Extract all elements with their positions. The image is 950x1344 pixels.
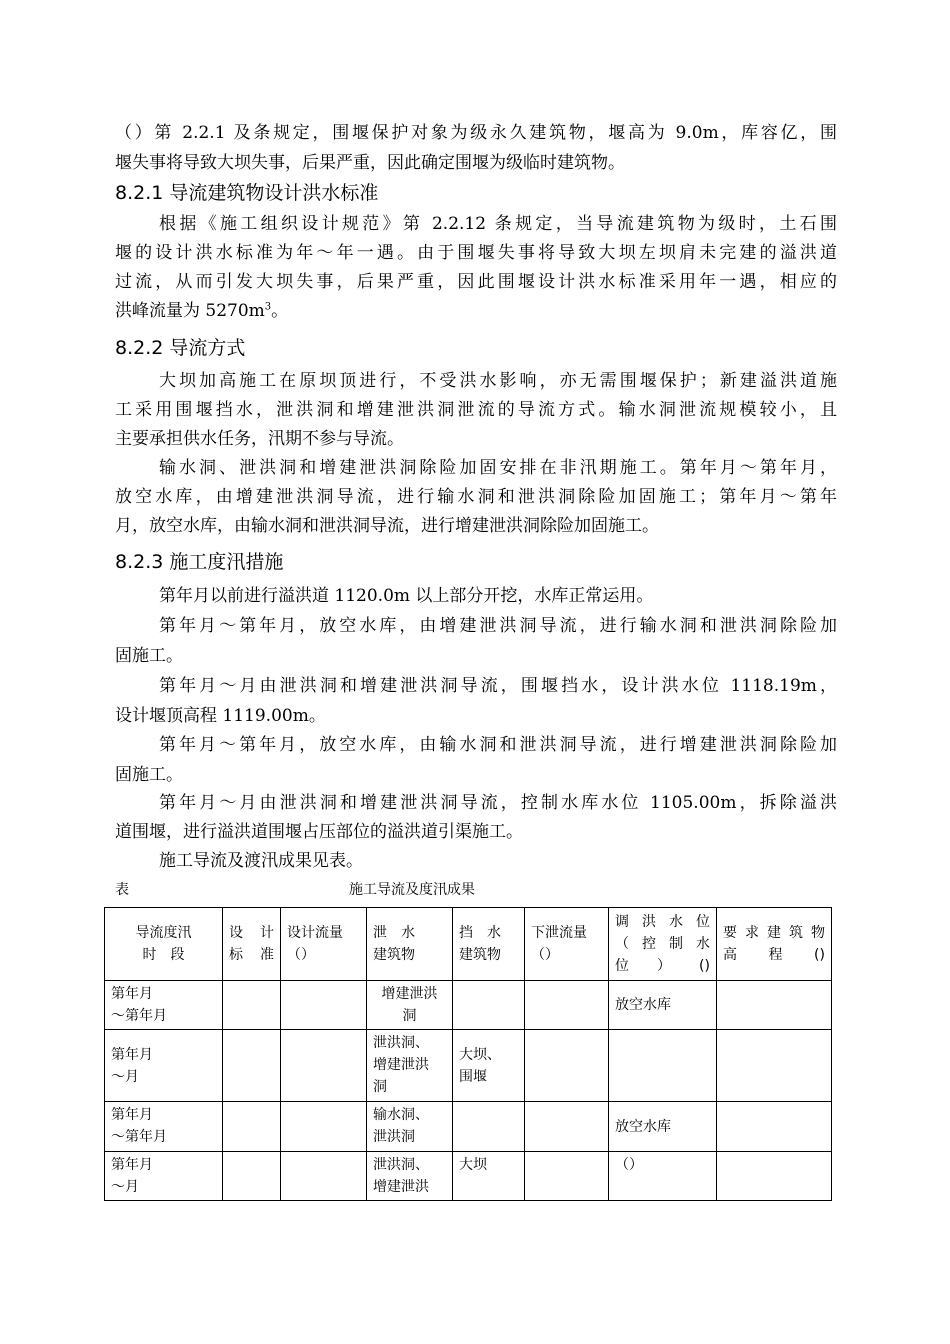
header-design-standard: 设 计 标准 bbox=[223, 908, 281, 981]
table-cell bbox=[281, 1030, 367, 1102]
table-cell-level: 放空水库 bbox=[609, 1102, 717, 1152]
table-cell bbox=[281, 1152, 367, 1201]
paragraph-line: 大坝加高施工在原坝顶进行，不受洪水影响，亦无需围堰保护；新建溢洪道施 bbox=[159, 371, 837, 391]
paragraph-line: 第年月～第年月，放空水库，由增建泄洪洞导流，进行输水洞和泄洪洞除险加 bbox=[159, 616, 837, 636]
table-cell-retaining: 大坝、 围堰 bbox=[453, 1030, 525, 1102]
table-label: 表 bbox=[115, 882, 129, 898]
header-retaining-structure: 挡 水 建筑物 bbox=[453, 908, 525, 981]
paragraph-line: 设计堰顶高程 1119.00m。 bbox=[115, 706, 326, 726]
flow-text-end: 。 bbox=[271, 301, 289, 321]
table-header-row bbox=[105, 908, 832, 981]
table-cell bbox=[281, 1102, 367, 1152]
header-required-elevation: 要求建筑物 高程() bbox=[717, 908, 832, 981]
table-cell bbox=[525, 981, 609, 1030]
table-cell bbox=[717, 1030, 832, 1102]
paragraph-line: 根据《施工组织设计规范》第 2.2.12 条规定，当导流建筑物为级时，土石围 bbox=[159, 214, 837, 234]
paragraph-line: 固施工。 bbox=[115, 765, 183, 785]
table-row bbox=[105, 981, 832, 1030]
header-design-flow: 设计流量 （） bbox=[281, 908, 367, 981]
table-cell-retaining: 大坝 bbox=[453, 1152, 525, 1201]
paragraph-line: 堰失事将导致大坝失事，后果严重，因此确定围堰为级临时建筑物。 bbox=[115, 153, 625, 173]
paragraph-line bbox=[115, 299, 837, 324]
table-cell-period: 第年月 ～第年月 bbox=[105, 981, 223, 1030]
table-caption: 施工导流及度汛成果 bbox=[349, 882, 475, 898]
paragraph-line: 固施工。 bbox=[115, 646, 183, 666]
table-cell bbox=[223, 981, 281, 1030]
table-cell-level: 放空水库 bbox=[609, 981, 717, 1030]
table-row bbox=[105, 1102, 832, 1152]
section-heading-8-2-1: 8.2.1 导流建筑物设计洪水标准 bbox=[115, 182, 379, 204]
paragraph-line: 主要承担供水任务，汛期不参与导流。 bbox=[115, 429, 404, 449]
table-cell-period: 第年月 ～月 bbox=[105, 1152, 223, 1201]
header-discharge-flow: 下泄流量 （） bbox=[525, 908, 609, 981]
table-cell-discharge: 输水洞、 泄洪洞 bbox=[367, 1102, 453, 1152]
paragraph-line: （）第 2.2.1 及条规定，围堰保护对象为级永久建筑物，堰高为 9.0m，库容亿，围 bbox=[115, 123, 837, 143]
table-cell-level bbox=[609, 1030, 717, 1102]
section-heading-8-2-3: 8.2.3 施工度汛措施 bbox=[115, 551, 284, 573]
table-cell-discharge: 泄洪洞、 增建泄洪 bbox=[367, 1152, 453, 1201]
table-row bbox=[105, 1152, 832, 1201]
table-cell bbox=[525, 1102, 609, 1152]
table-cell bbox=[453, 1102, 525, 1152]
table-cell bbox=[525, 1152, 609, 1201]
paragraph-line: 第年月以前进行溢洪道 1120.0m 以上部分开挖，水库正常运用。 bbox=[159, 586, 654, 606]
section-heading-8-2-2: 8.2.2 导流方式 bbox=[115, 337, 246, 359]
paragraph-line: 施工导流及渡汛成果见表。 bbox=[159, 851, 363, 871]
paragraph-line: 月，放空水库，由输水洞和泄洪洞导流，进行增建泄洪洞除险加固施工。 bbox=[115, 516, 659, 536]
table-cell bbox=[223, 1152, 281, 1201]
table-cell bbox=[717, 1152, 832, 1201]
flood-diversion-table bbox=[104, 907, 832, 1201]
table-cell-period: 第年月 ～月 bbox=[105, 1030, 223, 1102]
table-cell-discharge: 增建泄洪 洞 bbox=[367, 981, 453, 1030]
paragraph-line: 堰的设计洪水标准为年～年一遇。由于围堰失事将导致大坝左坝肩未完建的溢洪道 bbox=[115, 243, 837, 263]
paragraph-line: 放空水库，由增建泄洪洞导流，进行输水洞和泄洪洞除险加固施工；第年月～第年 bbox=[115, 487, 837, 507]
paragraph-line: 工采用围堰挡水，泄洪洞和增建泄洪洞泄流的导流方式。输水洞泄流规模较小，且 bbox=[115, 400, 837, 420]
header-discharge-structure: 泄 水 建筑物 bbox=[367, 908, 453, 981]
table-cell bbox=[525, 1030, 609, 1102]
paragraph-line: 第年月～月由泄洪洞和增建泄洪洞导流，围堰挡水，设计洪水位 1118.19m， bbox=[159, 676, 837, 696]
paragraph-line: 道围堰，进行溢洪道围堰占压部位的溢洪道引渠施工。 bbox=[115, 822, 523, 842]
paragraph-line: 第年月～第年月，放空水库，由输水洞和泄洪洞导流，进行增建泄洪洞除险加 bbox=[159, 735, 837, 755]
table-cell-level: （） bbox=[609, 1152, 717, 1201]
paragraph-line: 过流，从而引发大坝失事，后果严重，因此围堰设计洪水标准采用年一遇，相应的 bbox=[115, 272, 837, 292]
table-cell bbox=[453, 981, 525, 1030]
flow-text: 洪峰流量为 5270m bbox=[115, 301, 265, 321]
table-cell bbox=[281, 981, 367, 1030]
table-cell bbox=[223, 1030, 281, 1102]
header-flood-regulation-level: 调 洪 水 位 （ 控 制 水 位）() bbox=[609, 908, 717, 981]
paragraph-line: 第年月～月由泄洪洞和增建泄洪洞导流，控制水库水位 1105.00m，拆除溢洪 bbox=[159, 793, 837, 813]
header-period: 导流度汛 时 段 bbox=[105, 908, 223, 981]
unit-superscript: 3 bbox=[264, 301, 272, 313]
table-row bbox=[105, 1030, 832, 1102]
table-cell-discharge: 泄洪洞、 增建泄洪 洞 bbox=[367, 1030, 453, 1102]
table-cell bbox=[223, 1102, 281, 1152]
table-cell bbox=[717, 981, 832, 1030]
paragraph-line: 输水洞、泄洪洞和增建泄洪洞除险加固安排在非汛期施工。第年月～第年月， bbox=[159, 458, 837, 478]
table-cell-period: 第年月 ～第年月 bbox=[105, 1102, 223, 1152]
table-cell bbox=[717, 1102, 832, 1152]
